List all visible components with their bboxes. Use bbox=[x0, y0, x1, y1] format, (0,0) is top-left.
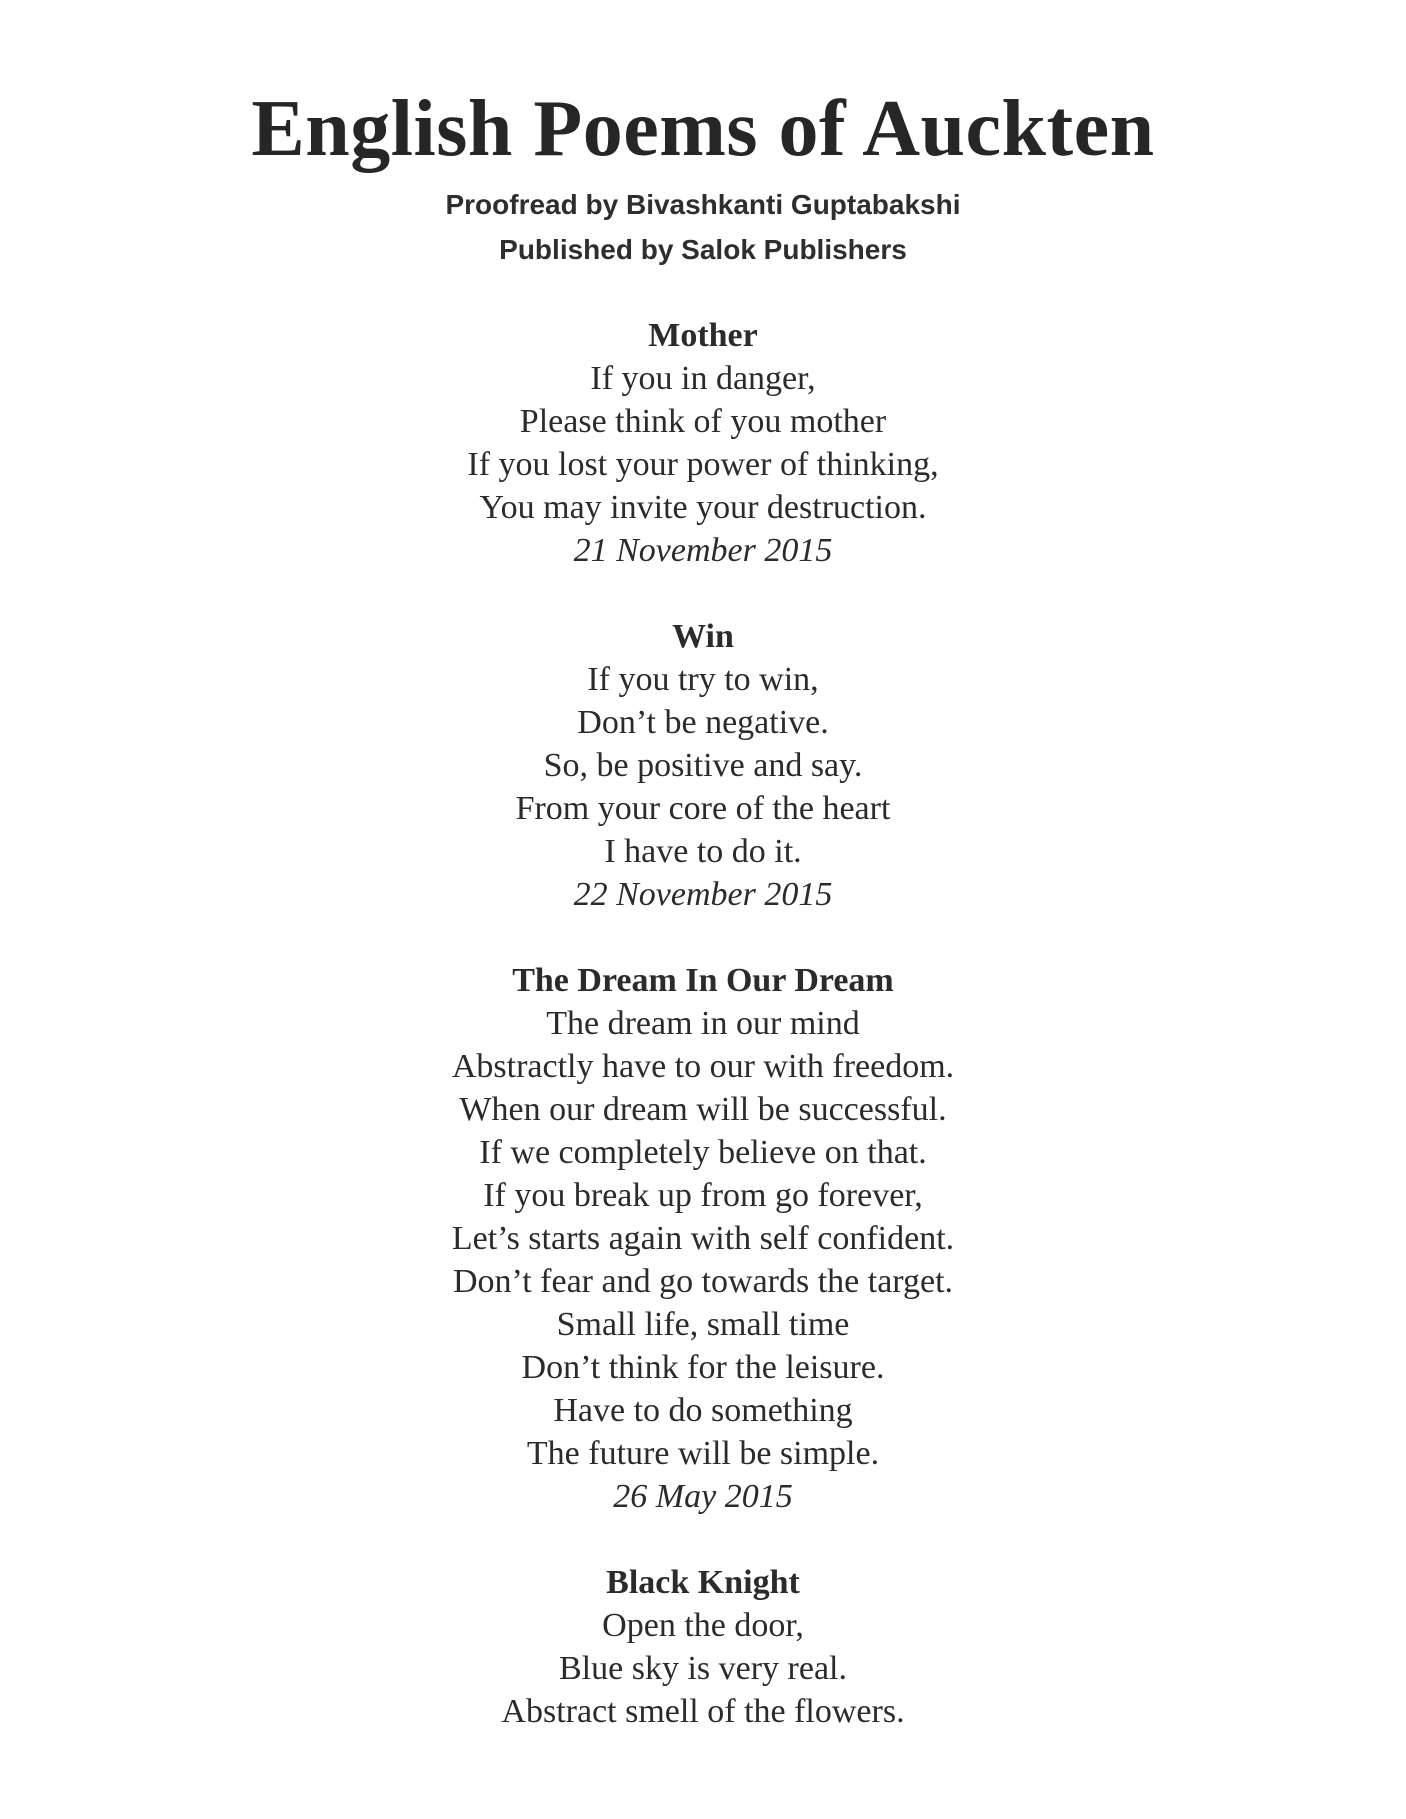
poem-date: 22 November 2015 bbox=[573, 876, 833, 913]
poem-line: Let’s starts again with self confident. bbox=[451, 1220, 955, 1257]
poem-the-dream-in-our-dream bbox=[0, 959, 1406, 1518]
poem-line: From your core of the heart bbox=[515, 790, 891, 827]
poem-line: I have to do it. bbox=[604, 833, 802, 870]
credits bbox=[0, 182, 1406, 272]
poem-line: The future will be simple. bbox=[526, 1435, 880, 1472]
poem-line: Don’t think for the leisure. bbox=[521, 1349, 885, 1386]
poem-black-knight bbox=[0, 1561, 1406, 1733]
poem-title: Win bbox=[672, 618, 734, 655]
poem-line: If we completely believe on that. bbox=[479, 1134, 927, 1171]
poem-win bbox=[0, 615, 1406, 916]
poem-line: Small life, small time bbox=[556, 1306, 850, 1343]
poem-line: Open the door, bbox=[602, 1607, 804, 1644]
publisher-credit: Published by Salok Publishers bbox=[499, 234, 907, 265]
poem-line: So, be positive and say. bbox=[543, 747, 863, 784]
poem-line: Abstractly have to our with freedom. bbox=[451, 1048, 955, 1085]
poem-line: If you break up from go forever, bbox=[483, 1177, 923, 1214]
poem-line: Have to do something bbox=[553, 1392, 853, 1429]
document-title: English Poems of Auckten bbox=[251, 85, 1155, 173]
poem-title: Black Knight bbox=[606, 1564, 800, 1601]
poem-line: When our dream will be successful. bbox=[459, 1091, 947, 1128]
poem-line: You may invite your destruction. bbox=[479, 489, 927, 526]
poem-date: 26 May 2015 bbox=[613, 1478, 793, 1515]
proofread-credit: Proofread by Bivashkanti Guptabakshi bbox=[445, 189, 961, 220]
poem-line: Blue sky is very real. bbox=[559, 1650, 847, 1687]
poem-line: Abstract smell of the flowers. bbox=[501, 1693, 905, 1730]
poem-mother bbox=[0, 314, 1406, 572]
poem-date: 21 November 2015 bbox=[573, 532, 833, 569]
poem-line: Don’t be negative. bbox=[577, 704, 829, 741]
poem-line: The dream in our mind bbox=[546, 1005, 860, 1042]
poem-title: The Dream In Our Dream bbox=[512, 962, 894, 999]
poem-line: If you in danger, bbox=[590, 360, 816, 397]
poem-line: If you lost your power of thinking, bbox=[467, 446, 939, 483]
poem-title: Mother bbox=[648, 317, 758, 354]
poem-line: Don’t fear and go towards the target. bbox=[452, 1263, 954, 1300]
poem-line: Please think of you mother bbox=[519, 403, 887, 440]
poem-line: If you try to win, bbox=[587, 661, 819, 698]
